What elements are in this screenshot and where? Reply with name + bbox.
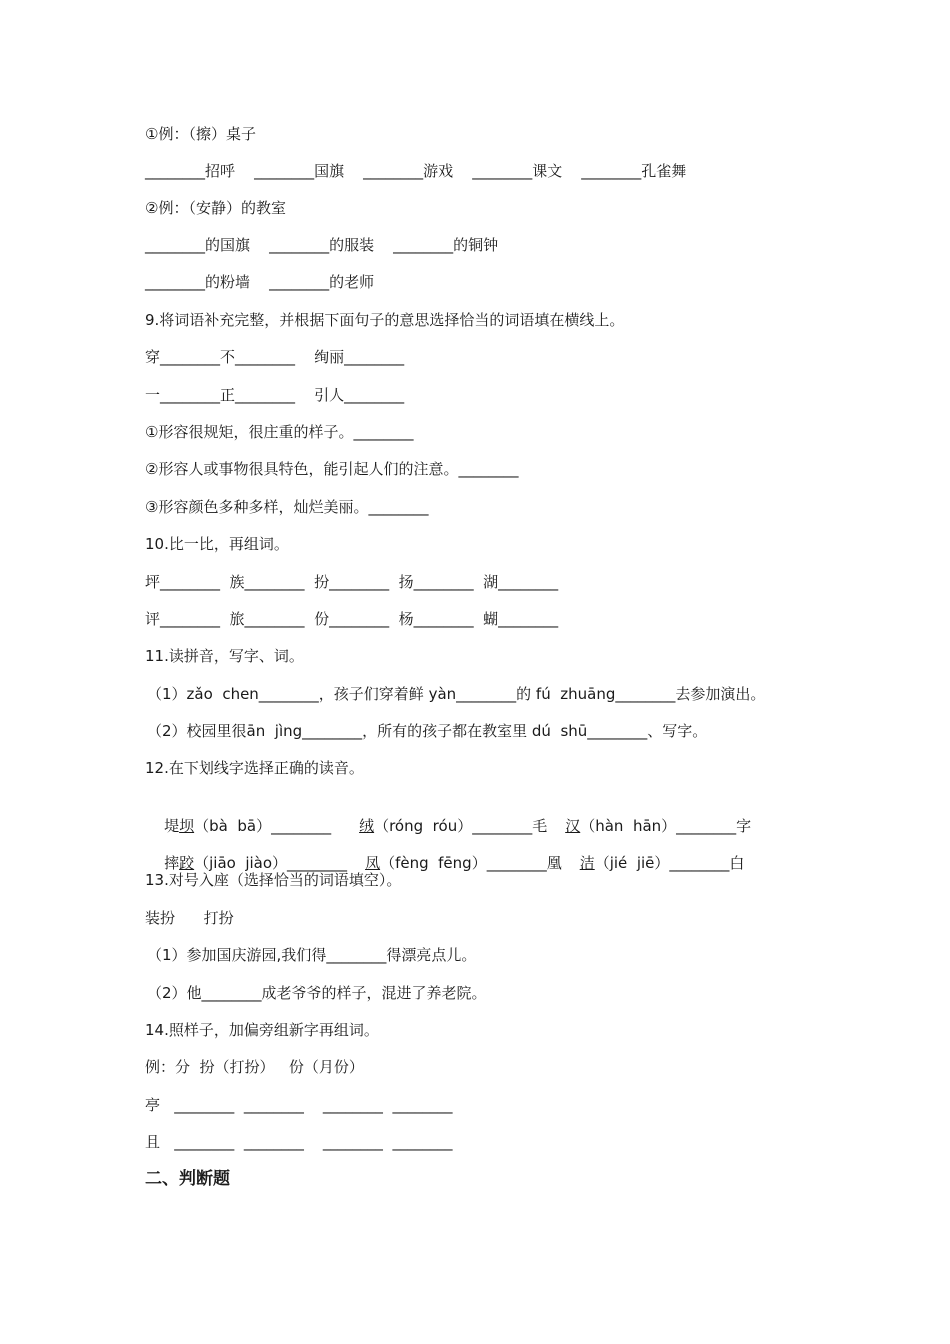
q10-title: 10.比一比，再组词。 <box>145 535 289 553</box>
q13-item-2: （2）他________成老爷爷的样子，混进了养老院。 <box>147 984 487 1002</box>
q14-example: 例：分 扮（打扮） 份（月份） <box>145 1058 364 1076</box>
q14-title: 14.照样子，加偏旁组新字再组词。 <box>145 1021 379 1039</box>
q12-option: 摔跤（jiāo jiào）________ <box>164 854 348 872</box>
q9-item-2: ②形容人或事物很具特色，能引起人们的注意。________ <box>145 460 519 478</box>
q12-option: 洁（jié jiē）________白 <box>579 854 745 872</box>
q11-item-1: （1）zǎo chen________，孩子们穿着鲜 yàn________的 fú zhuāng________去参加演出。 <box>147 685 766 703</box>
q12-option: 汉（hàn hān）________字 <box>565 817 752 835</box>
q12-title: 12.在下划线字选择正确的读音。 <box>145 759 364 777</box>
q13-options: 装扮 打扮 <box>145 909 234 927</box>
section-heading: 二、判断题 <box>145 1169 230 1189</box>
q9-title: 9.将词语补充完整，并根据下面句子的意思选择恰当的词语填在横线上。 <box>145 311 625 329</box>
q11-title: 11.读拼音，写字、词。 <box>145 647 304 665</box>
q8-blanks-row-2: ________的国旗 ________的服装 ________的铜钟 <box>145 236 499 254</box>
q9-row-1: 穿________不________ 绚丽________ <box>145 348 405 366</box>
q13-title: 13.对号入座（选择恰当的词语填空）。 <box>145 871 402 889</box>
q8-blanks-row-3: ________的粉墙 ________的老师 <box>145 273 375 291</box>
q9-item-1: ①形容很规矩，很庄重的样子。________ <box>145 423 414 441</box>
q8-example-1: ①例：（擦）桌子 <box>145 125 256 143</box>
q14-row-2: 且 ________ ________ ________ ________ <box>145 1133 453 1151</box>
q12-option: 堤坝（bà bā）________ <box>164 817 332 835</box>
q11-item-2: （2）校园里很ān jìng________，所有的孩子都在教室里 dú shū________、写字。 <box>147 722 708 740</box>
q12-option: 凤（fèng fēng）________凰 <box>365 854 562 872</box>
q12-option: 绒（róng róu）________毛 <box>359 817 548 835</box>
q14-row-1: 亭 ________ ________ ________ ________ <box>145 1096 453 1114</box>
q9-item-3: ③形容颜色多种多样，灿烂美丽。________ <box>145 498 429 516</box>
q9-row-2: 一________正________ 引人________ <box>145 386 405 404</box>
q10-row-1: 坪________ 族________ 扮________ 扬________ 湖________ <box>145 573 559 591</box>
q8-example-2: ②例：（安静）的教室 <box>145 199 286 217</box>
q8-blanks-row-1: ________招呼 ________国旗 ________游戏 ________课文 ________孔雀舞 <box>145 162 687 180</box>
q13-item-1: （1）参加国庆游园,我们得________得漂亮点儿。 <box>147 946 477 964</box>
q10-row-2: 评________ 旅________ 份________ 杨________ 蝴________ <box>145 610 559 628</box>
